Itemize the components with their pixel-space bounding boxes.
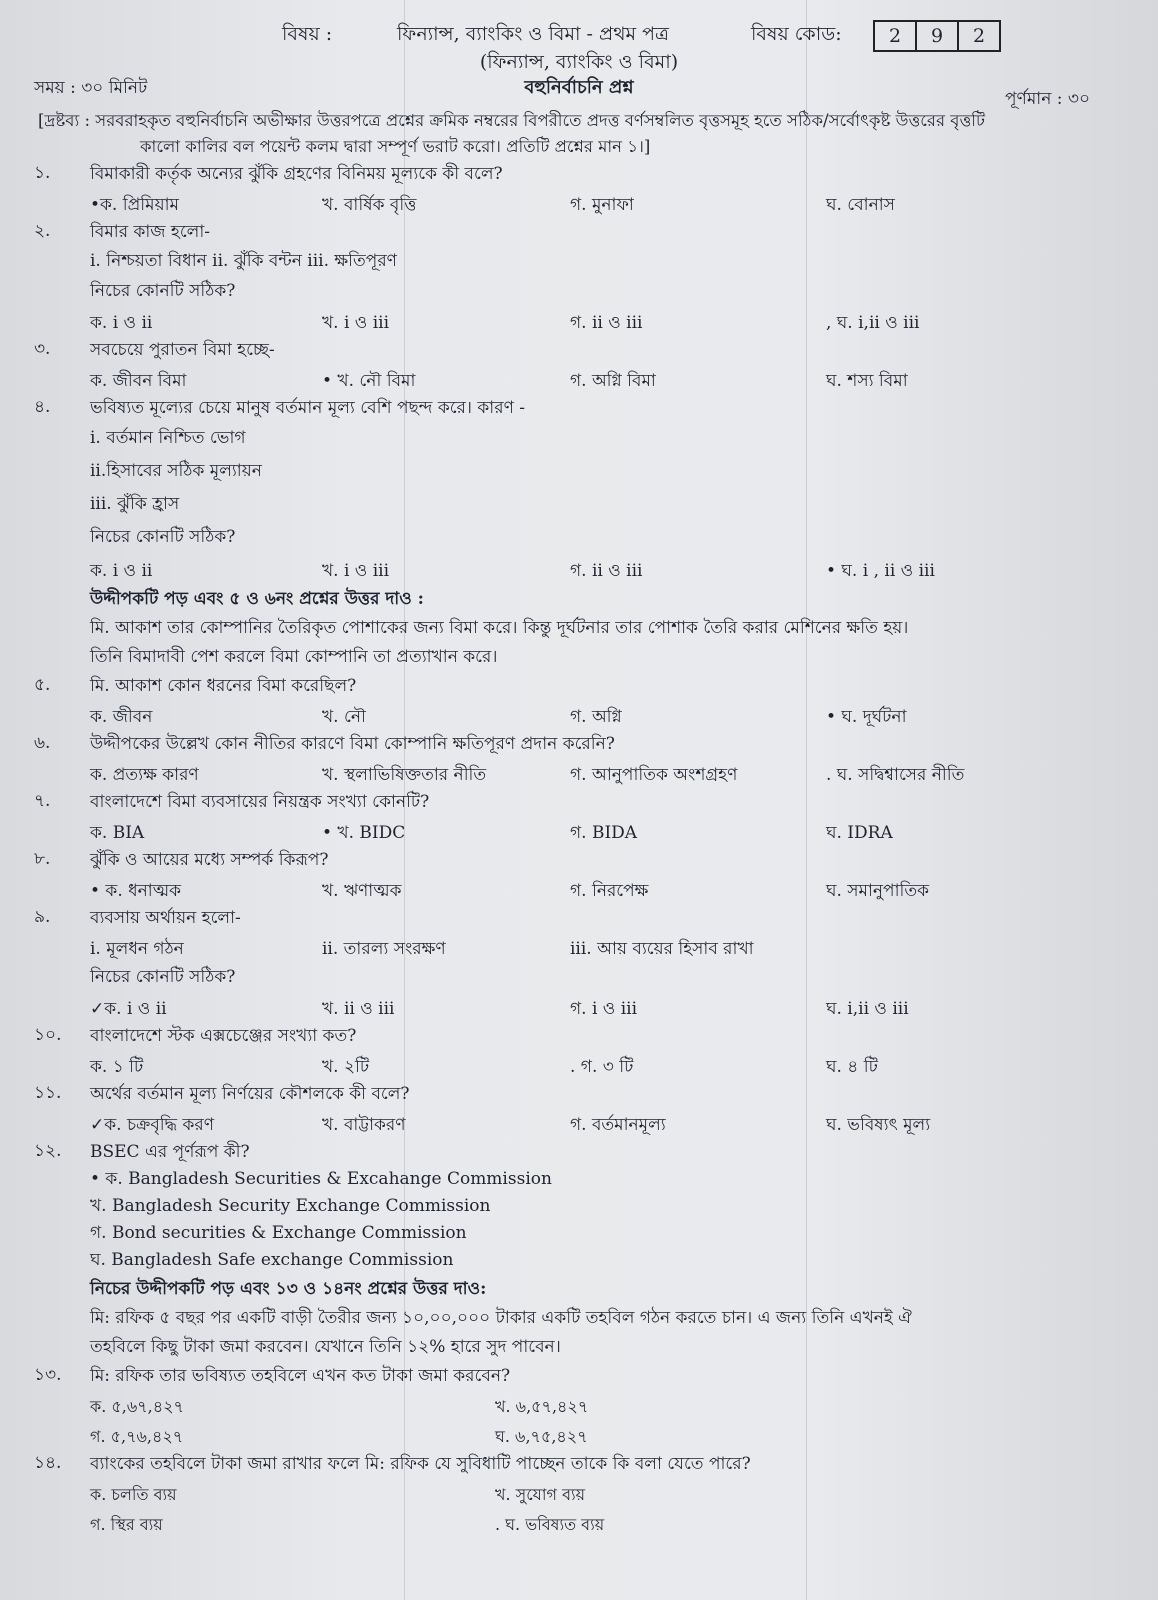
question (0, 1138, 1158, 1274)
answer-option: ঘ. সমানুপাতিক (826, 881, 930, 901)
answer-option: ক. জীবন (90, 707, 153, 727)
full-marks: পূর্ণমান : ৩০ (1005, 89, 1090, 109)
answer-option: গ. মুনাফা (570, 195, 634, 215)
answer-option: গ. স্থির ব্যয় (90, 1515, 163, 1534)
question-subitem: নিচের কোনটি সঠিক? (90, 967, 236, 987)
question-number: ৪. (34, 397, 51, 417)
question (0, 672, 1158, 730)
answer-option-row (0, 1420, 1158, 1450)
answer-option-row (0, 1508, 1158, 1538)
question-number: ২. (34, 221, 51, 241)
answer-option: গ. আনুপাতিক অংশগ্রহণ (570, 765, 738, 785)
answer-option: ঘ. ৪ টি (826, 1057, 878, 1077)
subject-subtitle: (ফিন্যান্স, ব্যাংকিং ও বিমা) (479, 51, 679, 73)
answer-options (0, 816, 1158, 846)
question-number: ৫. (34, 675, 51, 695)
instruction-line: [দ্রষ্টব্য : সরবরাহকৃত বহুনির্বাচনি অভীক্ষার উত্তরপত্রে প্রশ্নের ক্রমিক নম্বরের বিপরীতে প্রদত্ত বর্ণসম্বলিত বৃত্তসমূহ হতে সঠিক/সর্বোৎকৃষ্ট উত্তরের বৃত্তটি (38, 111, 985, 130)
answer-option: ক. ৫,৬৭,৪২৭ (90, 1397, 184, 1416)
answer-options (0, 700, 1158, 730)
answer-option: ✓ক. i ও ii (90, 999, 167, 1019)
question-subitem: iii. আয় ব্যয়ের হিসাব রাখা (570, 939, 754, 959)
question (0, 218, 1158, 336)
question-text: উদ্দীপকের উল্লেখ কোন নীতির কারণে বিমা কোম্পানি ক্ষতিপূরণ প্রদান করেনি? (90, 734, 615, 754)
code-digit: 9 (917, 22, 959, 50)
answer-option: খ. Bangladesh Security Exchange Commission (90, 1196, 491, 1216)
question-text: মি: রফিক তার ভবিষ্যত তহবিলে এখন কত টাকা জমা করবেন? (90, 1366, 511, 1386)
question-subitem: i. মূলধন গঠন (90, 939, 184, 959)
answer-option: গ. অগ্নি (570, 707, 622, 727)
question (0, 904, 1158, 1022)
answer-option: খ. নৌ (322, 707, 366, 727)
question-subitem: নিচের কোনটি সঠিক? (90, 527, 236, 547)
stimulus-heading: নিচের উদ্দীপকটি পড় এবং ১৩ ও ১৪নং প্রশ্নের উত্তর দাও: (90, 1279, 487, 1299)
answer-option: ক. ১ টি (90, 1057, 144, 1077)
question-subitem-row (0, 932, 1158, 962)
question (0, 1022, 1158, 1080)
question (0, 336, 1158, 394)
answer-options (0, 554, 1158, 584)
answer-option: •ক. প্রিমিয়াম (90, 195, 179, 215)
question-number: ১. (34, 163, 51, 183)
question (0, 1450, 1158, 1538)
question-subitem: i. বর্তমান নিশ্চিত ভোগ (90, 428, 246, 448)
answer-option: • ক. Bangladesh Securities & Excahange Commission (90, 1169, 552, 1189)
question-subitem: ii. তারল্য সংরক্ষণ (322, 939, 446, 959)
stimulus-text: তিনি বিমাদাবী পেশ করলে বিমা কোম্পানি তা প্রত্যাখান করে। (90, 647, 498, 667)
question-text: মি. আকাশ কোন ধরনের বিমা করেছিল? (90, 676, 357, 696)
question-text: বাংলাদেশে বিমা ব্যবসায়ের নিয়ন্ত্রক সংখ্যা কোনটি? (90, 792, 430, 812)
question-number: ৮. (34, 849, 51, 869)
question-text: বিমার কাজ হলো- (90, 222, 210, 242)
answer-option: গ. i ও iii (570, 999, 638, 1019)
stimulus-text: মি. আকাশ তার কোম্পানির তৈরিকৃত পোশাকের জন্য বিমা করে। কিন্তু দূর্ঘটনার তার পোশাক তৈরি করার মেশিনের ক্ষতি হয়। (90, 618, 909, 638)
question-number: ১৩. (34, 1365, 62, 1385)
question-number: ৭. (34, 791, 51, 811)
answer-options (0, 1050, 1158, 1080)
exam-type-title: বহুনির্বাচনি প্রশ্ন (524, 77, 634, 98)
answer-option: খ. স্থলাভিষিক্ততার নীতি (322, 765, 487, 785)
exam-time: সময় : ৩০ মিনিট (34, 78, 148, 98)
question-text: বিমাকারী কর্তৃক অন্যের ঝুঁকি গ্রহণের বিনিময় মূল্যকে কী বলে? (90, 164, 503, 184)
question-text: সবচেয়ে পুরাতন বিমা হচ্ছে- (90, 340, 275, 360)
answer-option: . ঘ. ভবিষ্যত ব্যয় (495, 1515, 605, 1534)
question-subitem: i. নিশ্চয়তা বিধান ii. ঝুঁকি বন্টন iii. ক্ষতিপূরণ (90, 251, 397, 271)
answer-option: খ. ৬,৫৭,৪২৭ (495, 1397, 589, 1416)
question (0, 1362, 1158, 1450)
question-text: অর্থের বর্তমান মূল্য নির্ণয়ের কৌশলকে কী বলে? (90, 1084, 410, 1104)
stimulus-text: তহবিলে কিছু টাকা জমা করবেন। যেখানে তিনি ১২% হারে সুদ পাবেন। (90, 1337, 561, 1357)
answer-option: গ. অগ্নি বিমা (570, 371, 656, 391)
answer-option: ক. চলতি ব্যয় (90, 1485, 177, 1504)
answer-option: খ. i ও iii (322, 561, 390, 581)
answer-option-row (0, 1390, 1158, 1420)
question (0, 730, 1158, 788)
question-text: ভবিষ্যত মূল্যের চেয়ে মানুষ বর্তমান মূল্য বেশি পছন্দ করে। কারণ - (90, 398, 525, 418)
subject-name: ফিন্যান্স, ব্যাংকিং ও বিমা - প্রথম পত্র (397, 23, 669, 45)
question-text: ব্যাংকের তহবিলে টাকা জমা রাখার ফলে মি: রফিক যে সুবিধাটি পাচ্ছেন তাকে কি বলা যেতে পারে? (90, 1454, 751, 1474)
question-list (0, 160, 1158, 1538)
code-digit: 2 (972, 25, 986, 47)
question (0, 1080, 1158, 1138)
answer-option: ক. i ও ii (90, 561, 153, 581)
stimulus-text: মি: রফিক ৫ বছর পর একটি বাড়ী তৈরীর জন্য ১০,০০,০০০ টাকার একটি তহবিল গঠন করতে চান। এ জন্য তিনি এখনই ঐ (90, 1308, 912, 1328)
answer-option: ঘ. IDRA (826, 823, 893, 843)
answer-option: ঘ. ৬,৭৫,৪২৭ (495, 1427, 588, 1446)
code-digit: 2 (875, 22, 917, 50)
subject-label: বিষয় : (282, 23, 333, 45)
question-number: ৯. (34, 907, 51, 927)
question (0, 160, 1158, 218)
answer-option: খ. ২টি (322, 1057, 370, 1077)
answer-option: ক. জীবন বিমা (90, 371, 187, 391)
answer-option: খ. সুযোগ ব্যয় (495, 1485, 586, 1504)
question-subitem: ii.হিসাবের সঠিক মূল্যায়ন (90, 461, 262, 481)
question-number: ৩. (34, 339, 51, 359)
question (0, 846, 1158, 904)
stimulus-heading: উদ্দীপকটি পড় এবং ৫ ও ৬নং প্রশ্নের উত্তর দাও : (90, 589, 424, 609)
answer-option: . ঘ. সদ্বিশ্বাসের নীতি (826, 765, 965, 785)
instruction-line: কালো কালির বল পয়েন্ট কলম দ্বারা সম্পূর্ণ ভরাট করো। প্রতিটি প্রশ্নের মান ১।] (140, 137, 651, 156)
question-text: BSEC এর পূর্ণরূপ কী? (90, 1142, 250, 1162)
answer-option: গ. ii ও iii (570, 313, 643, 333)
question (0, 394, 1158, 584)
answer-options (0, 188, 1158, 218)
answer-option: ✓ক. চক্রবৃদ্ধি করণ (90, 1115, 215, 1135)
answer-option: • খ. BIDC (322, 823, 406, 843)
answer-option: গ. ii ও iii (570, 561, 643, 581)
answer-option: • ক. ধনাত্মক (90, 881, 182, 901)
answer-option: খ. বাট্টাকরণ (322, 1115, 406, 1135)
answer-options (0, 992, 1158, 1022)
answer-option: ঘ. i,ii ও iii (826, 999, 909, 1019)
question-number: ১২. (34, 1141, 62, 1161)
answer-option: গ. BIDA (570, 823, 638, 843)
answer-options (0, 874, 1158, 904)
answer-option: গ. নিরপেক্ষ (570, 881, 649, 901)
answer-option: ক. প্রত্যক্ষ কারণ (90, 765, 199, 785)
answer-option: ক. BIA (90, 823, 145, 843)
answer-option: ঘ. বোনাস (826, 195, 895, 215)
question-text: বাংলাদেশে স্টক এক্সচেঞ্জের সংখ্যা কত? (90, 1026, 357, 1046)
question-number: ১০. (34, 1025, 62, 1045)
answer-option: . গ. ৩ টি (570, 1057, 634, 1077)
answer-option: • খ. নৌ বিমা (322, 371, 416, 391)
answer-option: খ. ঋণাত্মক (322, 881, 402, 901)
answer-options (0, 364, 1158, 394)
answer-option: • ঘ. i , ii ও iii (826, 561, 935, 581)
answer-option: খ. ii ও iii (322, 999, 395, 1019)
question-number: ১৪. (34, 1453, 62, 1473)
question-subitem: iii. ঝুঁকি হ্রাস (90, 494, 180, 514)
answer-option: খ. i ও iii (322, 313, 390, 333)
answer-options (0, 758, 1158, 788)
answer-option: খ. বার্ষিক বৃত্তি (322, 195, 417, 215)
answer-option: ক. i ও ii (90, 313, 153, 333)
question-number: ৬. (34, 733, 51, 753)
subject-code-label: বিষয় কোড: (751, 23, 842, 45)
question (0, 788, 1158, 846)
answer-option: ঘ. ভবিষ্যৎ মূল্য (826, 1115, 931, 1135)
answer-option-row (0, 1478, 1158, 1508)
answer-options (0, 306, 1158, 336)
answer-options (0, 1108, 1158, 1138)
question-text: ব্যবসায় অর্থায়ন হলো- (90, 908, 241, 928)
question-text: ঝুঁকি ও আয়ের মধ্যে সম্পর্ক কিরূপ? (90, 850, 329, 870)
instructions (38, 108, 1118, 160)
answer-option: গ. বর্তমানমূল্য (570, 1115, 666, 1135)
answer-option: , ঘ. i,ii ও iii (826, 313, 920, 333)
answer-option: গ. ৫,৭৬,৪২৭ (90, 1427, 184, 1446)
question-subitem: নিচের কোনটি সঠিক? (90, 281, 236, 301)
question-number: ১১. (34, 1083, 62, 1103)
answer-option: ঘ. Bangladesh Safe exchange Commission (90, 1250, 454, 1270)
answer-option: • ঘ. দূর্ঘটনা (826, 707, 907, 727)
answer-option: গ. Bond securities & Exchange Commission (90, 1223, 467, 1243)
answer-option: ঘ. শস্য বিমা (826, 371, 908, 391)
